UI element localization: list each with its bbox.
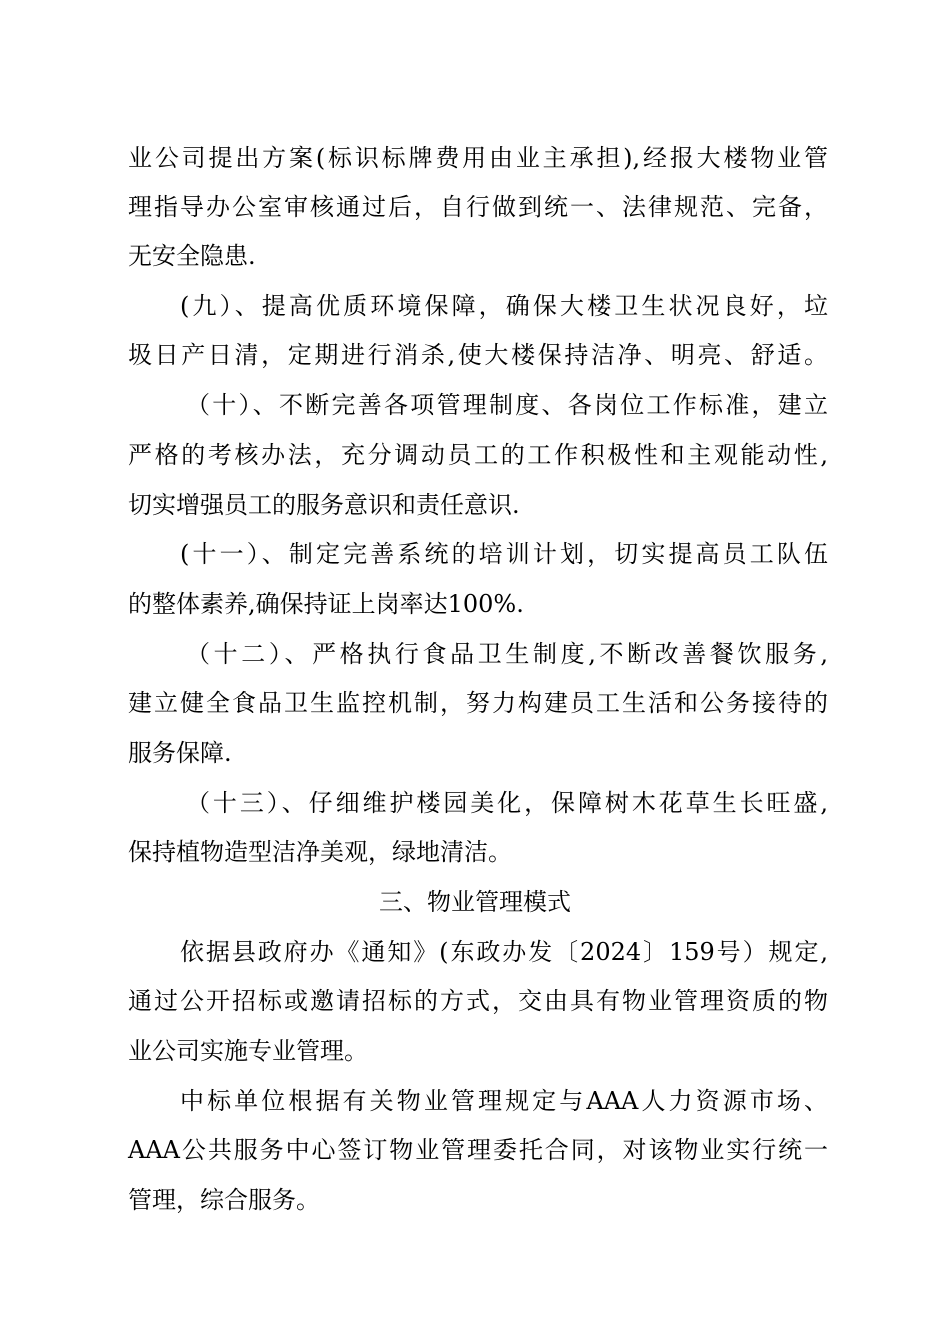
paragraph-9-line-1: (九）、提高优质环境保障，确保大楼卫生状况良好，垃 [180,292,828,320]
section-heading: 三、物业管理模式 [379,888,571,916]
paragraph-mode-line-1: 依据县政府办《通知》(东政办发〔2024〕159号）规定, [180,938,828,966]
paragraph-12-line-1: （十二）、严格执行食品卫生制度,不断改善餐饮服务, [186,640,828,668]
paragraph-10-line-3: 切实增强员工的服务意识和责任意识. [128,491,520,519]
paragraph-mode-line-3: 业公司实施专业管理。 [128,1037,368,1065]
paragraph-11-line-2: 的整体素养,确保持证上岗率达100%. [128,590,524,618]
paragraph-10-line-2: 严格的考核办法，充分调动员工的工作积极性和主观能动性, [128,441,828,469]
paragraph-12-line-2: 建立健全食品卫生监控机制，努力构建员工生活和公务接待的 [128,689,828,717]
paragraph-10-line-1: （十）、不断完善各项管理制度、各岗位工作标准，建立 [186,391,828,419]
paragraph-13-line-1: （十三）、仔细维护楼园美化，保障树木花草生长旺盛, [186,789,828,817]
paragraph-contract-line-1: 中标单位根据有关物业管理规定与AAA人力资源市场、 [180,1087,828,1115]
body-line-3: 无安全隐患. [128,242,256,270]
body-line-1: 业公司提出方案(标识标牌费用由业主承担),经报大楼物业管 [128,144,828,172]
paragraph-11-line-1: (十一）、制定完善系统的培训计划，切实提高员工队伍 [180,540,828,568]
paragraph-contract-line-3: 管理，综合服务。 [128,1186,320,1214]
paragraph-9-line-2: 圾日产日清，定期进行消杀,使大楼保持洁净、明亮、舒适。 [128,341,828,369]
body-line-2: 理指导办公室审核通过后，自行做到统一、法律规范、完备， [128,193,828,221]
paragraph-contract-line-2: AAA公共服务中心签订物业管理委托合同，对该物业实行统一 [128,1136,828,1164]
paragraph-12-line-3: 服务保障. [128,739,232,767]
paragraph-mode-line-2: 通过公开招标或邀请招标的方式，交由具有物业管理资质的物 [128,987,828,1015]
paragraph-13-line-2: 保持植物造型洁净美观，绿地清洁。 [128,838,512,866]
